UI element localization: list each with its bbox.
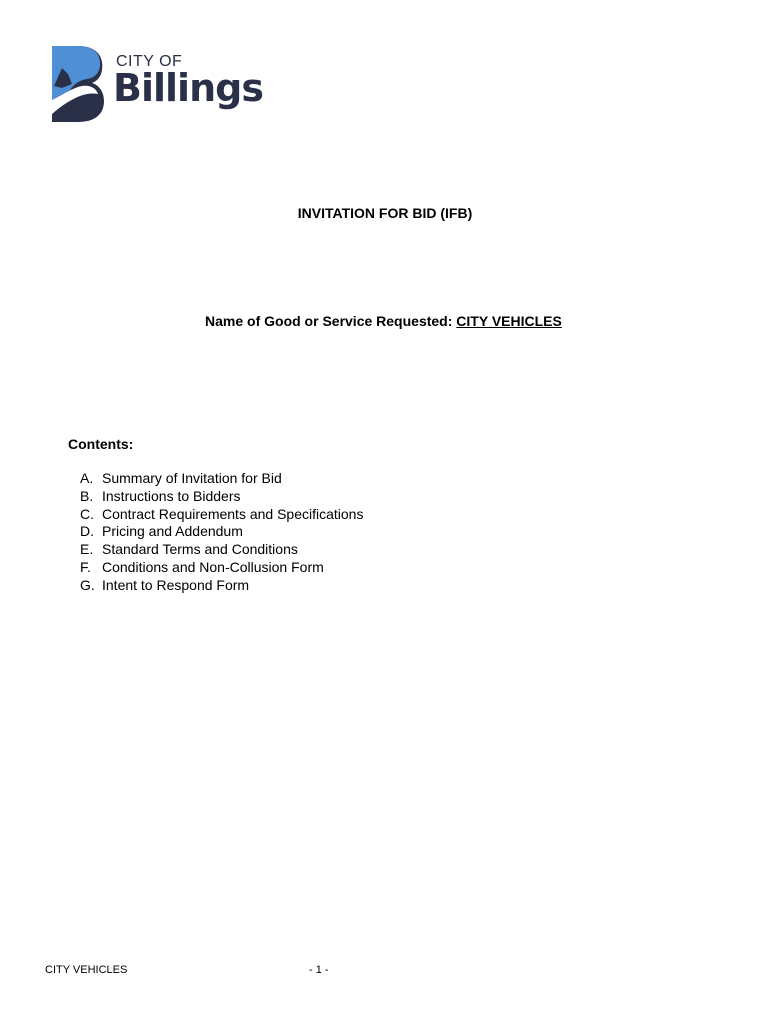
contents-item: [80, 577, 363, 595]
footer-page-number: - 1 -: [309, 964, 329, 976]
contents-item-text: Conditions and Non-Collusion Form: [102, 558, 324, 575]
logo-billings-text: Billings: [113, 66, 263, 110]
contents-item-text: Intent to Respond Form: [102, 576, 250, 593]
contents-item: [80, 523, 363, 541]
contents-item-text: Pricing and Addendum: [102, 523, 243, 540]
contents-heading: Contents:: [68, 436, 134, 452]
contents-item-text: Standard Terms and Conditions: [102, 541, 298, 558]
document-title: INVITATION FOR BID (IFB): [297, 205, 473, 221]
contents-list: [80, 470, 363, 595]
contents-item-letter: A.: [80, 470, 94, 486]
contents-item: [80, 470, 363, 488]
requested-value: CITY VEHICLES: [456, 313, 562, 329]
contents-item-letter: E.: [80, 541, 94, 558]
requested-label: Name of Good or Service Requested:: [205, 313, 457, 329]
contents-item-letter: D.: [80, 523, 94, 540]
requested-line: [205, 313, 562, 329]
contents-item-letter: G.: [80, 576, 95, 593]
contents-item: [80, 506, 363, 524]
contents-item: [80, 559, 363, 577]
contents-item-text: Contract Requirements and Specifications: [102, 505, 364, 522]
contents-item-text: Summary of Invitation for Bid: [102, 470, 282, 486]
city-logo: [44, 44, 263, 124]
contents-item-text: Instructions to Bidders: [102, 487, 241, 504]
contents-item: [80, 541, 363, 559]
logo-city-of-text: CITY OF: [116, 53, 183, 70]
contents-item-letter: F.: [80, 558, 91, 575]
contents-item-letter: C.: [80, 505, 94, 522]
footer-document-name: CITY VEHICLES: [45, 964, 128, 976]
contents-item-letter: B.: [80, 487, 94, 504]
city-of-billings-logo-mark-icon: [44, 44, 106, 124]
contents-item: [80, 488, 363, 506]
